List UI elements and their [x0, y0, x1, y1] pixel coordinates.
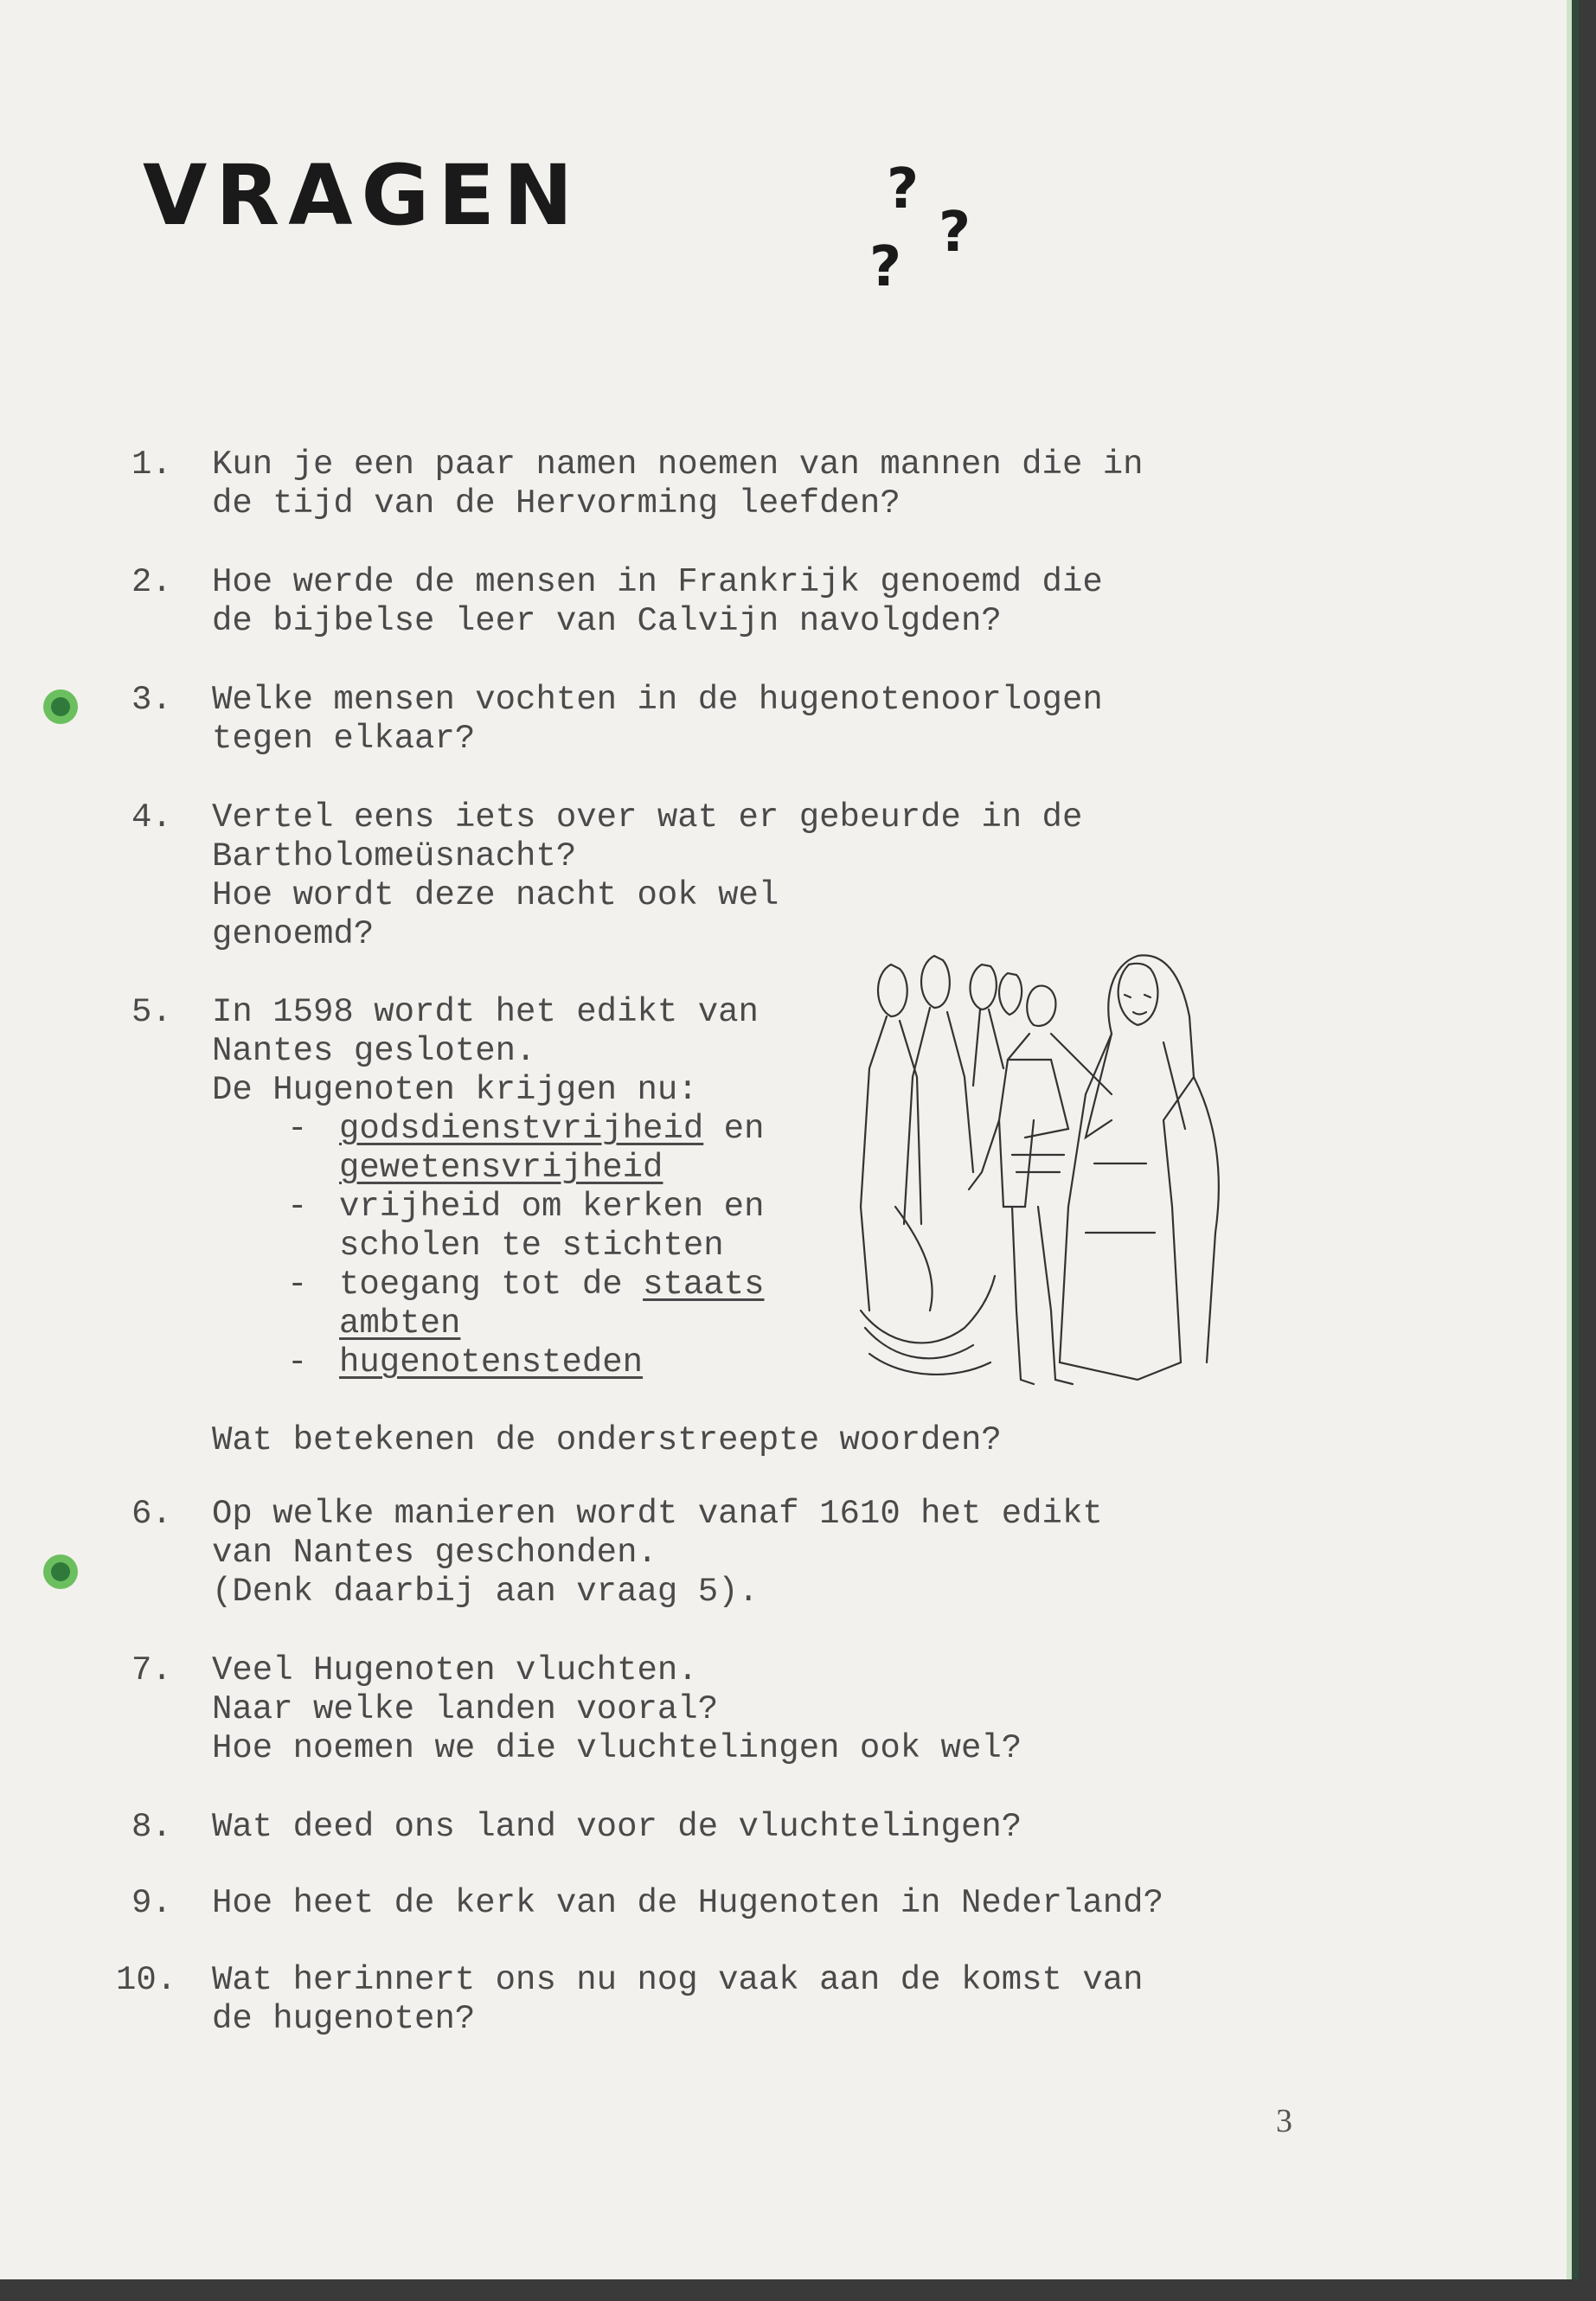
question-number: 8. [131, 1808, 172, 1846]
question-line: Bartholomeüsnacht? [212, 837, 577, 875]
question-number: 1. [131, 445, 172, 484]
svg-text:?: ? [939, 201, 971, 265]
question-line: Veel Hugenoten vluchten. [212, 1651, 698, 1689]
question-line: De Hugenoten krijgen nu: [212, 1071, 698, 1109]
question-line: Nantes gesloten. [212, 1032, 536, 1070]
underlined-term: staats [643, 1266, 765, 1304]
list-item-continuation: scholen te stichten [339, 1227, 724, 1265]
question-line: Hoe werde de mensen in Frankrijk genoemd die [212, 563, 1103, 601]
question-number: 10. [116, 1961, 177, 1999]
question-line: Hoe wordt deze nacht ook wel [212, 876, 779, 914]
question-marks-icon [852, 156, 982, 320]
question-number: 6. [131, 1495, 172, 1533]
question-number: 4. [131, 798, 172, 836]
page-title: VRAGEN [143, 147, 582, 244]
question-line: van Nantes geschonden. [212, 1534, 657, 1572]
question-line: Op welke manieren wordt vanaf 1610 het edikt [212, 1495, 1103, 1533]
binder-hole-icon [42, 688, 80, 726]
list-item: - hugenotensteden [287, 1343, 644, 1381]
underlined-term: ambten [339, 1304, 461, 1343]
question-line: Vertel eens iets over wat er gebeurde in de [212, 798, 1083, 836]
question-line: Kun je een paar namen noemen van mannen die in [212, 445, 1144, 484]
question-line: Welke mensen vochten in de hugenotenoorlogen [212, 681, 1103, 719]
page-number: 3 [1276, 2103, 1292, 2139]
hugenoten-sketch-illustration [852, 947, 1267, 1397]
question-line: de hugenoten? [212, 2000, 476, 2038]
question-line: (Denk daarbij aan vraag 5). [212, 1573, 759, 1611]
question-line: de tijd van de Hervorming leefden? [212, 484, 901, 522]
question-line: Hoe heet de kerk van de Hugenoten in Nederland? [212, 1884, 1163, 1922]
question-line: tegen elkaar? [212, 720, 476, 758]
question-line: Hoe noemen we die vluchtelingen ook wel? [212, 1729, 1022, 1767]
list-item: - vrijheid om kerken en [287, 1188, 765, 1226]
underlined-term: godsdienstvrijheid [339, 1110, 704, 1148]
list-item: - toegang tot de staats [287, 1266, 765, 1304]
question-line: de bijbelse leer van Calvijn navolgden? [212, 602, 1002, 640]
question-line: Wat deed ons land voor de vluchtelingen? [212, 1808, 1022, 1846]
question-number: 2. [131, 563, 172, 601]
list-item: - godsdienstvrijheid en [287, 1110, 765, 1148]
underlined-term: hugenotensteden [339, 1343, 644, 1381]
question-number: 9. [131, 1884, 172, 1922]
underlined-term: gewetensvrijheid [339, 1149, 663, 1187]
question-line: genoemd? [212, 915, 375, 953]
green-edge-strip [1567, 0, 1572, 2279]
question-number: 7. [131, 1651, 172, 1689]
question-number: 5. [131, 993, 172, 1031]
question-line: Naar welke landen vooral? [212, 1690, 719, 1728]
binder-hole-icon [42, 1553, 80, 1591]
question-line: Wat herinnert ons nu nog vaak aan de komst van [212, 1961, 1144, 1999]
question-line: In 1598 wordt het edikt van [212, 993, 759, 1031]
question-number: 3. [131, 681, 172, 719]
svg-text:?: ? [887, 157, 920, 221]
svg-text:?: ? [869, 235, 902, 299]
question-line: Wat betekenen de onderstreepte woorden? [212, 1421, 1002, 1459]
